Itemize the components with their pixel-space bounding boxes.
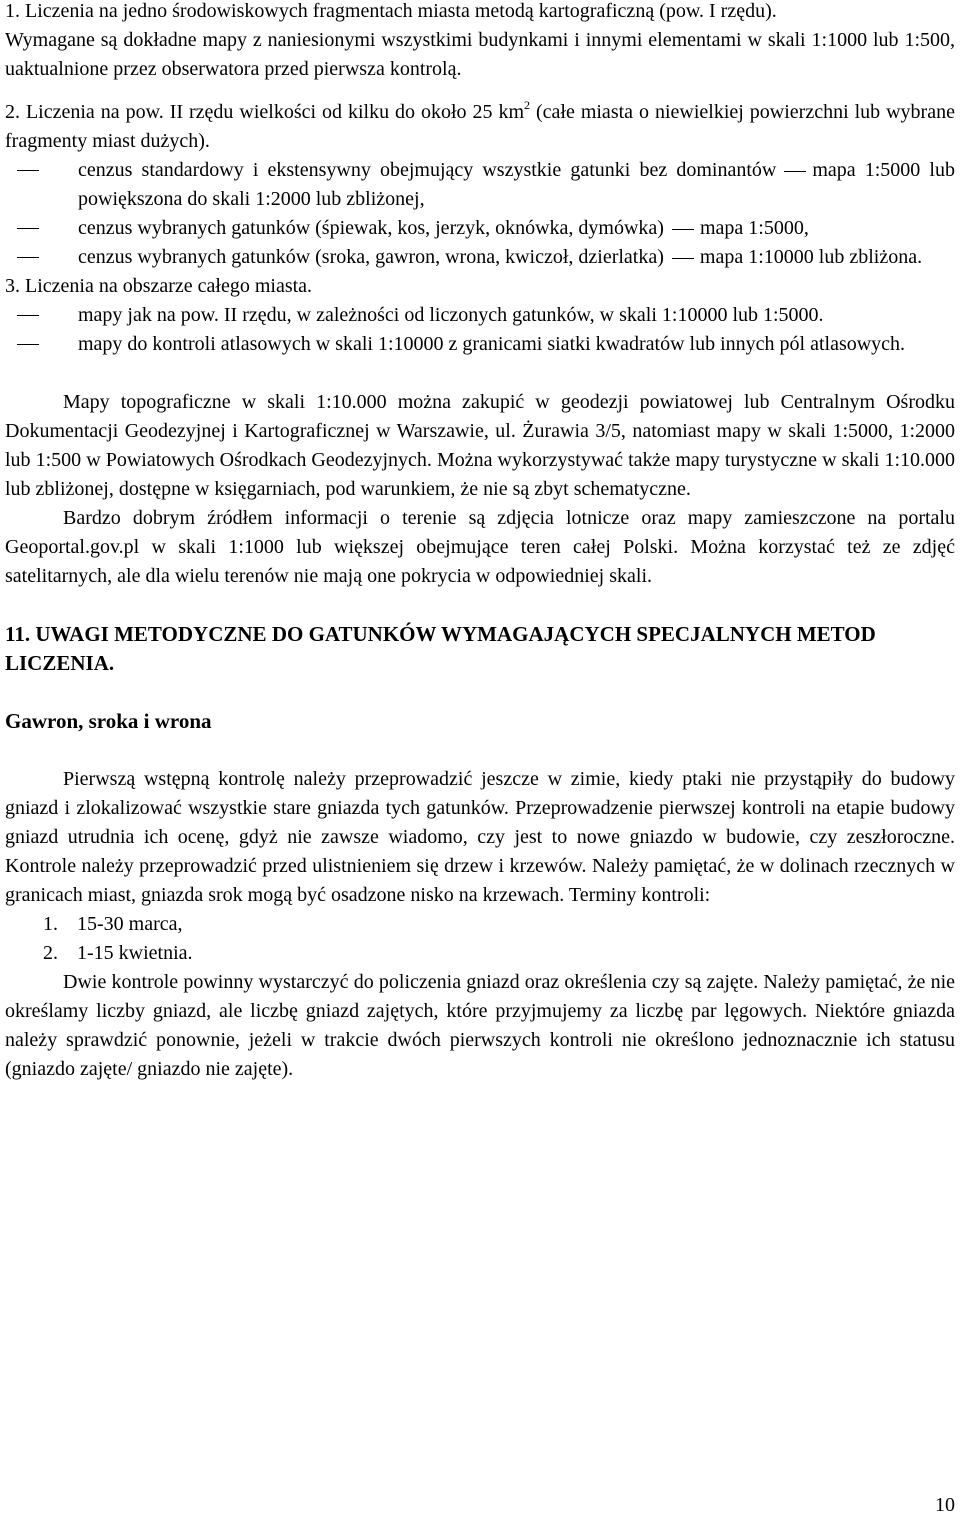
- list-item: [5, 330, 955, 359]
- list-item-text: cenzus standardowy i ekstensywny obejmujący wszystkie gatunki bez dominantów: [78, 159, 777, 181]
- dash-separator: [784, 171, 806, 172]
- list-item-text: cenzus wybranych gatunków (śpiewak, kos, jerzyk, oknówka, dymówka): [78, 217, 664, 239]
- dash-separator: [672, 229, 694, 230]
- superscript: 2: [524, 98, 531, 112]
- page-number: 10: [935, 1494, 955, 1516]
- list-number: 1.: [43, 913, 58, 935]
- list-item: [5, 243, 955, 272]
- dash-bullet: [17, 170, 39, 171]
- list-item-text: mapy jak na pow. II rzędu, w zależności od liczonych gatunków, w skali 1:10000 lub 1:5000.: [78, 304, 824, 326]
- list-item: [5, 910, 955, 939]
- dash-bullet: [17, 228, 39, 229]
- list-item-text: mapa 1:10000 lub zbliżona.: [699, 246, 923, 268]
- list-item: [5, 214, 955, 243]
- list-item-text: mapy do kontroli atlasowych w skali 1:10000 z granicami siatki kwadratów lub innych pól atlasowych.: [78, 333, 906, 355]
- list-number: 2.: [43, 942, 58, 964]
- section-2-title: [5, 98, 955, 156]
- section-1-title: 1. Liczenia na jedno środowiskowych fragmentach miasta metodą kartograficzną (pow. I rzędu).: [5, 0, 777, 22]
- dash-bullet: [17, 344, 39, 345]
- section-2-title-rest: (całe miasta o niewielkiej powierzchni lub wybrane fragmenty miast dużych).: [5, 101, 955, 152]
- paragraph: Pierwszą wstępną kontrolę należy przeprowadzić jeszcze w zimie, kiedy ptaki nie przystąpiły do budowy gniazd i zlokalizować wszystkie stare gniazda tych gatunków. Przeprowadzenie pierwszej kontroli na etapie budowy gniazd utrudnia ich ocenę, gdyż nie zawsze wiadomo, czy jest to nowe gniazdo w budowie, czy zeszłoroczne. Kontrole należy przeprowadzić przed ulistnieniem się drzew i krzewów. Należy pamiętać, że w dolinach rzecznych w granicach miast, gniazda srok mogą być osadzone nisko na krzewach. Terminy kontroli:: [5, 768, 955, 906]
- dash-separator: [672, 258, 694, 259]
- dash-bullet: [17, 257, 39, 258]
- list-item-text: mapa 1:5000,: [699, 217, 809, 239]
- subheading: Gawron, sroka i wrona: [5, 709, 212, 733]
- section-1-body: Wymagane są dokładne mapy z naniesionymi wszystkimi budynkami i innymi elementami w skali 1:1000 lub 1:500, uaktualnione przez obserwatora przed pierwsza kontrolą.: [5, 29, 955, 80]
- section-3-title: 3. Liczenia na obszarze całego miasta.: [5, 275, 313, 297]
- paragraph: Bardzo dobrym źródłem informacji o terenie są zdjęcia lotnicze oraz mapy zamieszczone na portalu Geoportal.gov.pl w skali 1:1000 lub większej obejmujące teren całej Polski. Można korzystać też ze zdjęć satelitarnych, ale dla wielu terenów nie mają one pokrycia w odpowiedniej skali.: [5, 507, 955, 587]
- document-page: [5, 0, 955, 1084]
- dash-bullet: [17, 315, 39, 316]
- section-2-title-text: 2. Liczenia na pow. II rzędu wielkości od kilku do około 25 km: [5, 101, 525, 123]
- paragraph: Mapy topograficzne w skali 1:10.000 można zakupić w geodezji powiatowej lub Centralnym Ośrodku Dokumentacji Geodezyjnej i Kartograficznej w Warszawie, ul. Żurawia 3/5, natomiast mapy w skali 1:5000, 1:2000 lub 1:500 w Powiatowych Ośrodkach Geodezyjnych. Można wykorzystywać także mapy turystyczne w skali 1:10.000 lub zbliżonej, dostępne w księgarniach, pod warunkiem, że nie są zbyt schematyczne.: [5, 391, 955, 500]
- chapter-heading: 11. UWAGI METODYCZNE DO GATUNKÓW WYMAGAJĄCYCH SPECJALNYCH METOD LICZENIA.: [5, 622, 876, 675]
- paragraph: Dwie kontrole powinny wystarczyć do policzenia gniazd oraz określenia czy są zajęte. Należy pamiętać, że nie określamy liczby gniazd, ale liczbę gniazd zajętych, które przyjmujemy za liczbę par lęgowych. Niektóre gniazda należy sprawdzić ponownie, jeżeli w trakcie dwóch pierwszych kontroli nie określono jednoznacznie ich statusu (gniazdo zajęte/ gniazdo nie zajęte).: [5, 971, 955, 1080]
- list-item: [5, 156, 955, 214]
- list-item-text: cenzus wybranych gatunków (sroka, gawron, wrona, kwiczoł, dzierlatka): [78, 246, 664, 268]
- list-item-text: 15-30 marca,: [77, 913, 183, 935]
- list-item: [5, 939, 955, 968]
- list-item-text: mapa 1:5000 lub powiększona do skali 1:2000 lub zbliżonej,: [78, 159, 955, 210]
- list-item: [5, 301, 955, 330]
- list-item-text: 1-15 kwietnia.: [77, 942, 193, 964]
